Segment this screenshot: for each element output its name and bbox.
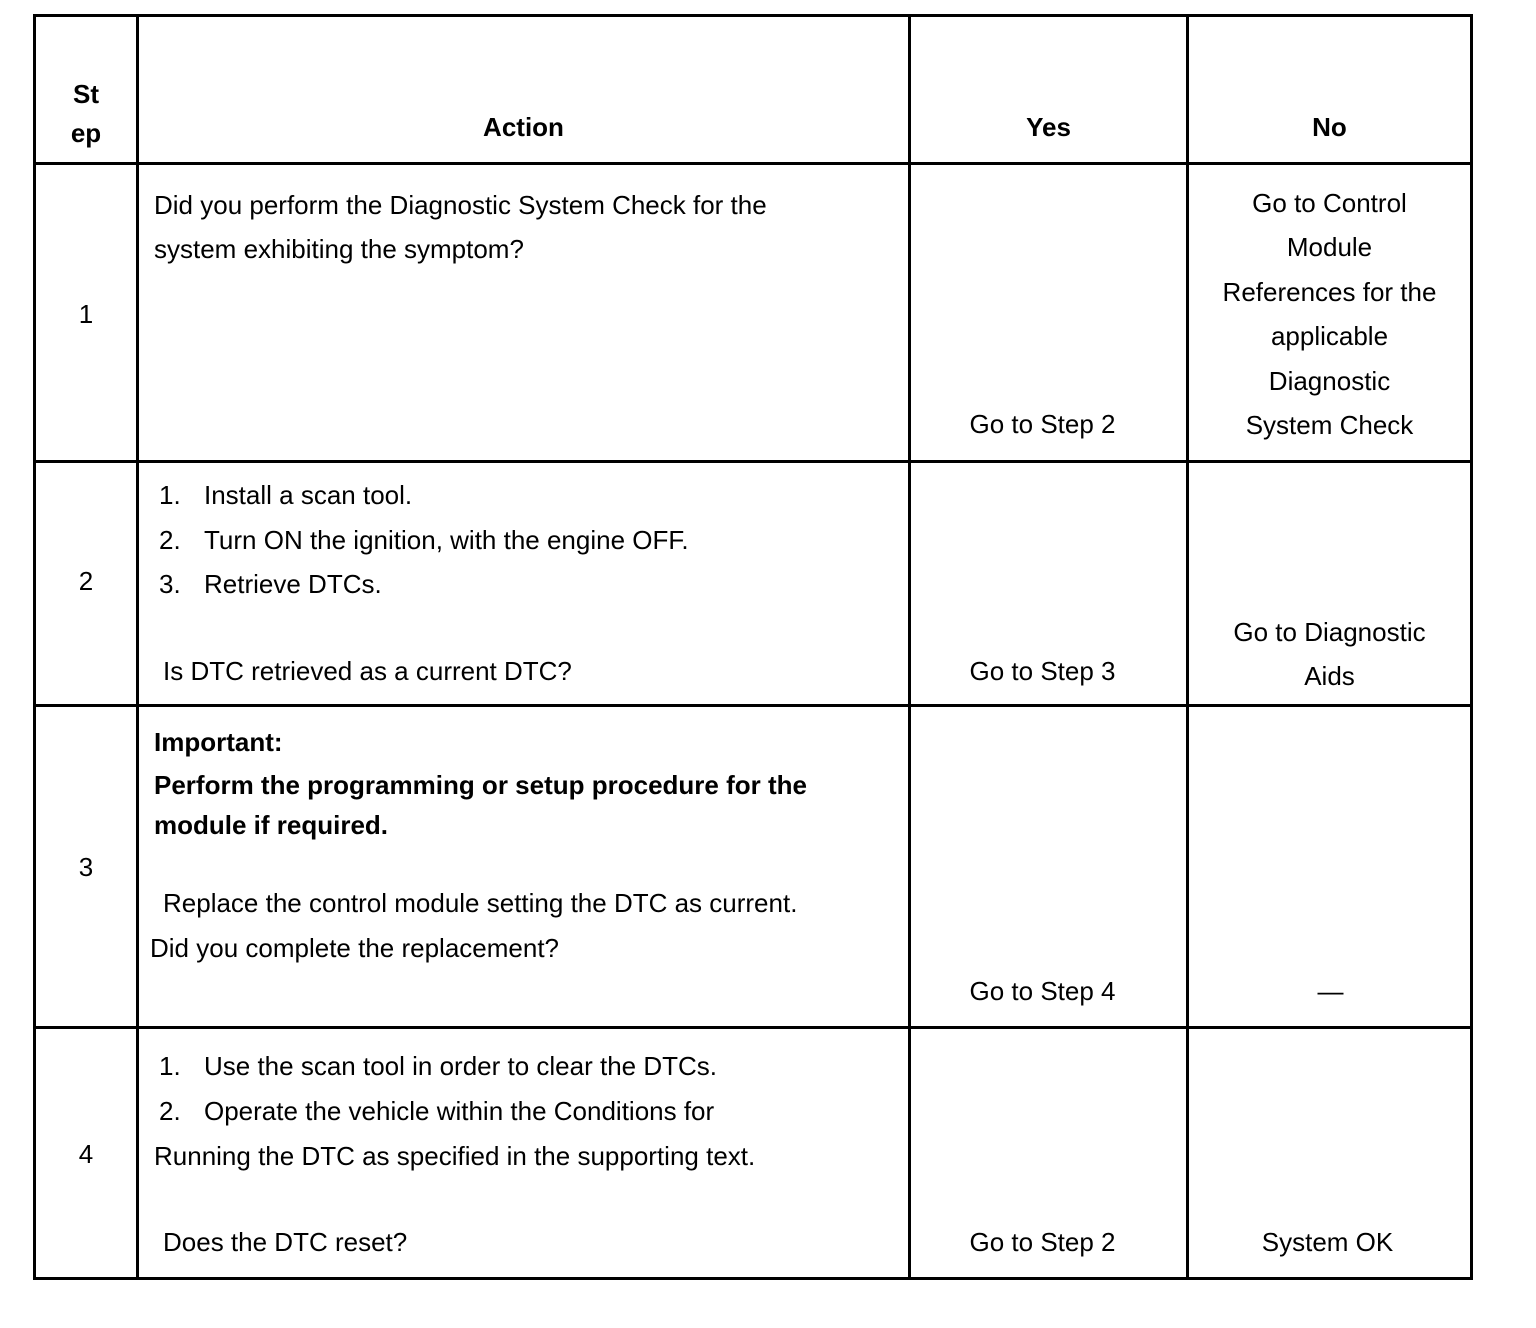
list-text: Turn ON the ignition, with the engine OFF.: [204, 525, 689, 555]
header-step-line2: ep: [70, 118, 102, 148]
no-line: Go to Control: [1252, 188, 1407, 218]
list-item: [159, 480, 412, 511]
important-label: Important:: [154, 727, 283, 757]
list-item: [159, 1051, 717, 1082]
no-link[interactable]: [1189, 610, 1470, 699]
action-cell: [138, 1028, 910, 1279]
important-line: Perform the programming or setup procedure for the: [154, 770, 807, 800]
yes-link[interactable]: Go to Step 2: [969, 409, 1116, 439]
no-line: System Check: [1245, 410, 1414, 441]
list-text: Operate the vehicle within the Conditions for: [204, 1096, 715, 1126]
list-number: 3.: [159, 569, 181, 599]
action-cell: [138, 164, 910, 462]
header-step-line1: St: [73, 79, 99, 109]
header-action-cell: [138, 16, 910, 164]
action-text: [154, 183, 767, 271]
list-item: [159, 569, 382, 600]
no-line: Module: [1286, 232, 1373, 263]
list-number: 1.: [159, 480, 181, 510]
table-row: [35, 164, 1472, 462]
header-no: No: [1312, 112, 1347, 142]
header-row: [35, 16, 1472, 164]
no-link[interactable]: [1189, 181, 1470, 447]
header-yes: Yes: [1026, 112, 1071, 142]
step-number: 1: [78, 299, 94, 329]
table-row: [35, 462, 1472, 706]
list-text: Install a scan tool.: [204, 480, 413, 510]
header-no-cell: [1188, 16, 1472, 164]
question-text: Does the DTC reset?: [163, 1227, 408, 1257]
instruction-text: Replace the control module setting the DTC as current.: [163, 888, 798, 918]
table-row: [35, 706, 1472, 1028]
no-cell: [1188, 164, 1472, 462]
no-line: References for the: [1222, 276, 1437, 307]
header-yes-cell: [910, 16, 1188, 164]
action-cell: [138, 706, 910, 1028]
action-cell: [138, 462, 910, 706]
yes-link[interactable]: Go to Step 3: [969, 656, 1116, 686]
header-action: Action: [483, 112, 564, 142]
no-cell: [1188, 1028, 1472, 1279]
no-value: —: [1317, 976, 1344, 1006]
step-cell: [35, 164, 138, 462]
yes-link[interactable]: Go to Step 4: [969, 976, 1116, 1006]
question-text: Did you complete the replacement?: [150, 933, 560, 963]
yes-cell: [910, 1028, 1188, 1279]
no-cell: [1188, 706, 1472, 1028]
yes-cell: [910, 164, 1188, 462]
action-line: Did you perform the Diagnostic System Check for the: [154, 190, 767, 220]
step-number: 4: [78, 1139, 94, 1169]
step-number: 2: [78, 566, 94, 596]
no-line: Go to Diagnostic: [1233, 617, 1426, 647]
header-step-cell: [35, 16, 138, 164]
action-line: system exhibiting the symptom?: [154, 234, 524, 264]
no-cell: [1188, 462, 1472, 706]
important-line: module if required.: [154, 810, 389, 840]
no-value: System OK: [1261, 1227, 1394, 1257]
list-text: Retrieve DTCs.: [204, 569, 382, 599]
step-number: 3: [78, 852, 94, 882]
list-number: 1.: [159, 1051, 181, 1081]
list-item: [159, 525, 689, 556]
no-line: Diagnostic: [1268, 365, 1391, 396]
header-step: [36, 75, 136, 153]
list-text: Use the scan tool in order to clear the DTCs.: [204, 1051, 718, 1081]
no-line: Aids: [1304, 661, 1355, 692]
important-note: [154, 765, 807, 845]
yes-link[interactable]: Go to Step 2: [969, 1227, 1116, 1257]
no-line: applicable: [1270, 321, 1389, 352]
continuation-text: Running the DTC as specified in the supporting text.: [154, 1141, 756, 1171]
yes-cell: [910, 706, 1188, 1028]
diagnostic-table: [33, 14, 1473, 1280]
table-row: [35, 1028, 1472, 1279]
list-number: 2.: [159, 525, 181, 555]
yes-cell: [910, 462, 1188, 706]
list-item: [159, 1096, 714, 1127]
list-number: 2.: [159, 1096, 181, 1126]
step-cell: [35, 1028, 138, 1279]
step-cell: [35, 706, 138, 1028]
step-cell: [35, 462, 138, 706]
question-text: Is DTC retrieved as a current DTC?: [163, 656, 572, 686]
